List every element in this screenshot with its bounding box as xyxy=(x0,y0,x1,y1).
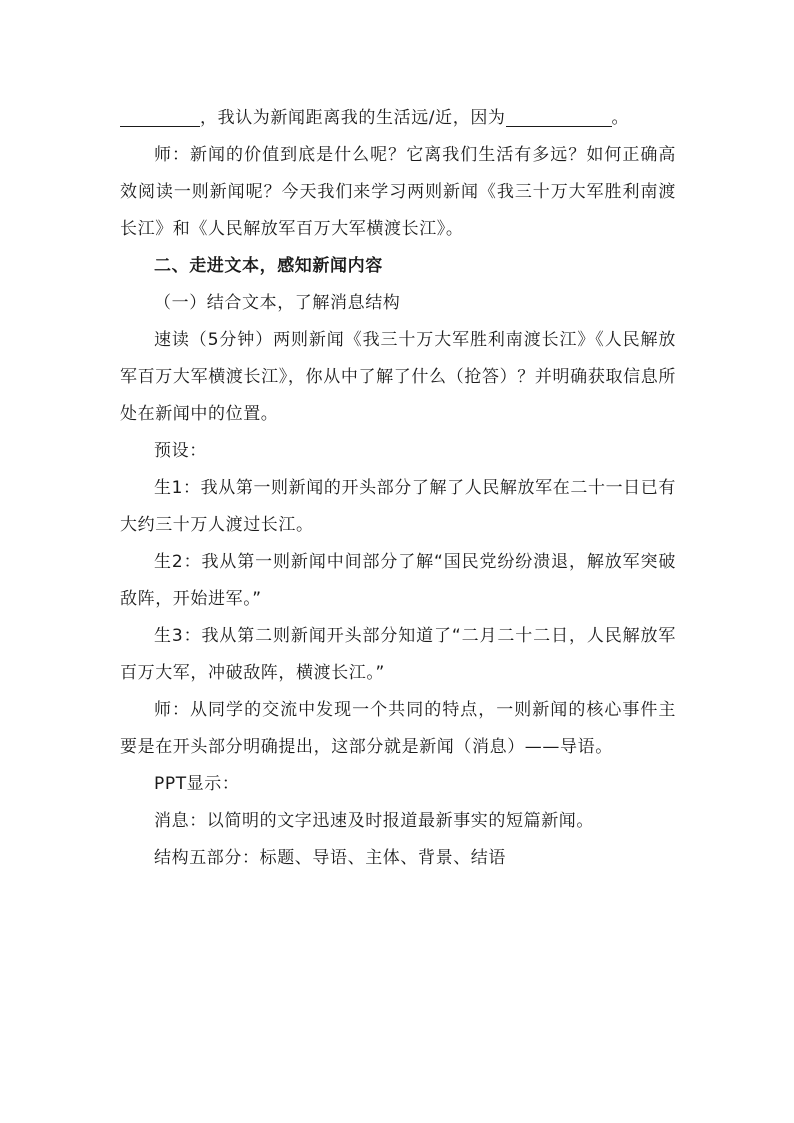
fill-in-line xyxy=(120,100,676,137)
teacher-summary-paragraph: 师：从同学的交流中发现一个共同的特点，一则新闻的核心事件主要是在开头部分明确提出，这部分就是新闻（消息）——导语。 xyxy=(120,700,676,757)
student-3-paragraph: 生3：我从第二则新闻开头部分知道了“二月二十二日，人民解放军百万大军，冲破敌阵，横渡长江。” xyxy=(120,626,676,683)
answer-blank-1[interactable] xyxy=(120,104,200,127)
student-1-paragraph: 生1：我从第一则新闻的开头部分了解了人民解放军在二十一日已有大约三十万人渡过长江。 xyxy=(120,478,676,535)
structure-paragraph: 结构五部分：标题、导语、主体、背景、结语 xyxy=(154,848,506,868)
answer-blank-2[interactable] xyxy=(506,104,612,127)
fill-in-end-text: 。 xyxy=(611,108,630,128)
teacher-intro-paragraph: 师：新闻的价值到底是什么呢？它离我们生活有多远？如何正确高效阅读一则新闻呢？今天我们来学习两则新闻《我三十万大军胜利南渡长江》和《人民解放军百万大军横渡长江》。 xyxy=(120,145,676,239)
section-heading: 二、走进文本，感知新闻内容 xyxy=(154,256,383,276)
definition-paragraph: 消息：以简明的文字迅速及时报道最新事实的短篇新闻。 xyxy=(154,811,594,831)
ppt-label: PPT显示： xyxy=(154,774,240,794)
document-body xyxy=(120,100,676,877)
preset-label: 预设： xyxy=(154,441,207,461)
subsection-heading: （一）结合文本，了解消息结构 xyxy=(154,293,401,313)
student-2-paragraph: 生2：我从第一则新闻中间部分了解“国民党纷纷溃退，解放军突破敌阵，开始进军。” xyxy=(120,552,676,609)
speed-read-paragraph: 速读（5分钟）两则新闻《我三十万大军胜利南渡长江》《人民解放军百万大军横渡长江》，你从中了解了什么（抢答）？并明确获取信息所处在新闻中的位置。 xyxy=(120,330,676,424)
fill-in-middle-text: ，我认为新闻距离我的生活远/近，因为 xyxy=(200,108,506,128)
